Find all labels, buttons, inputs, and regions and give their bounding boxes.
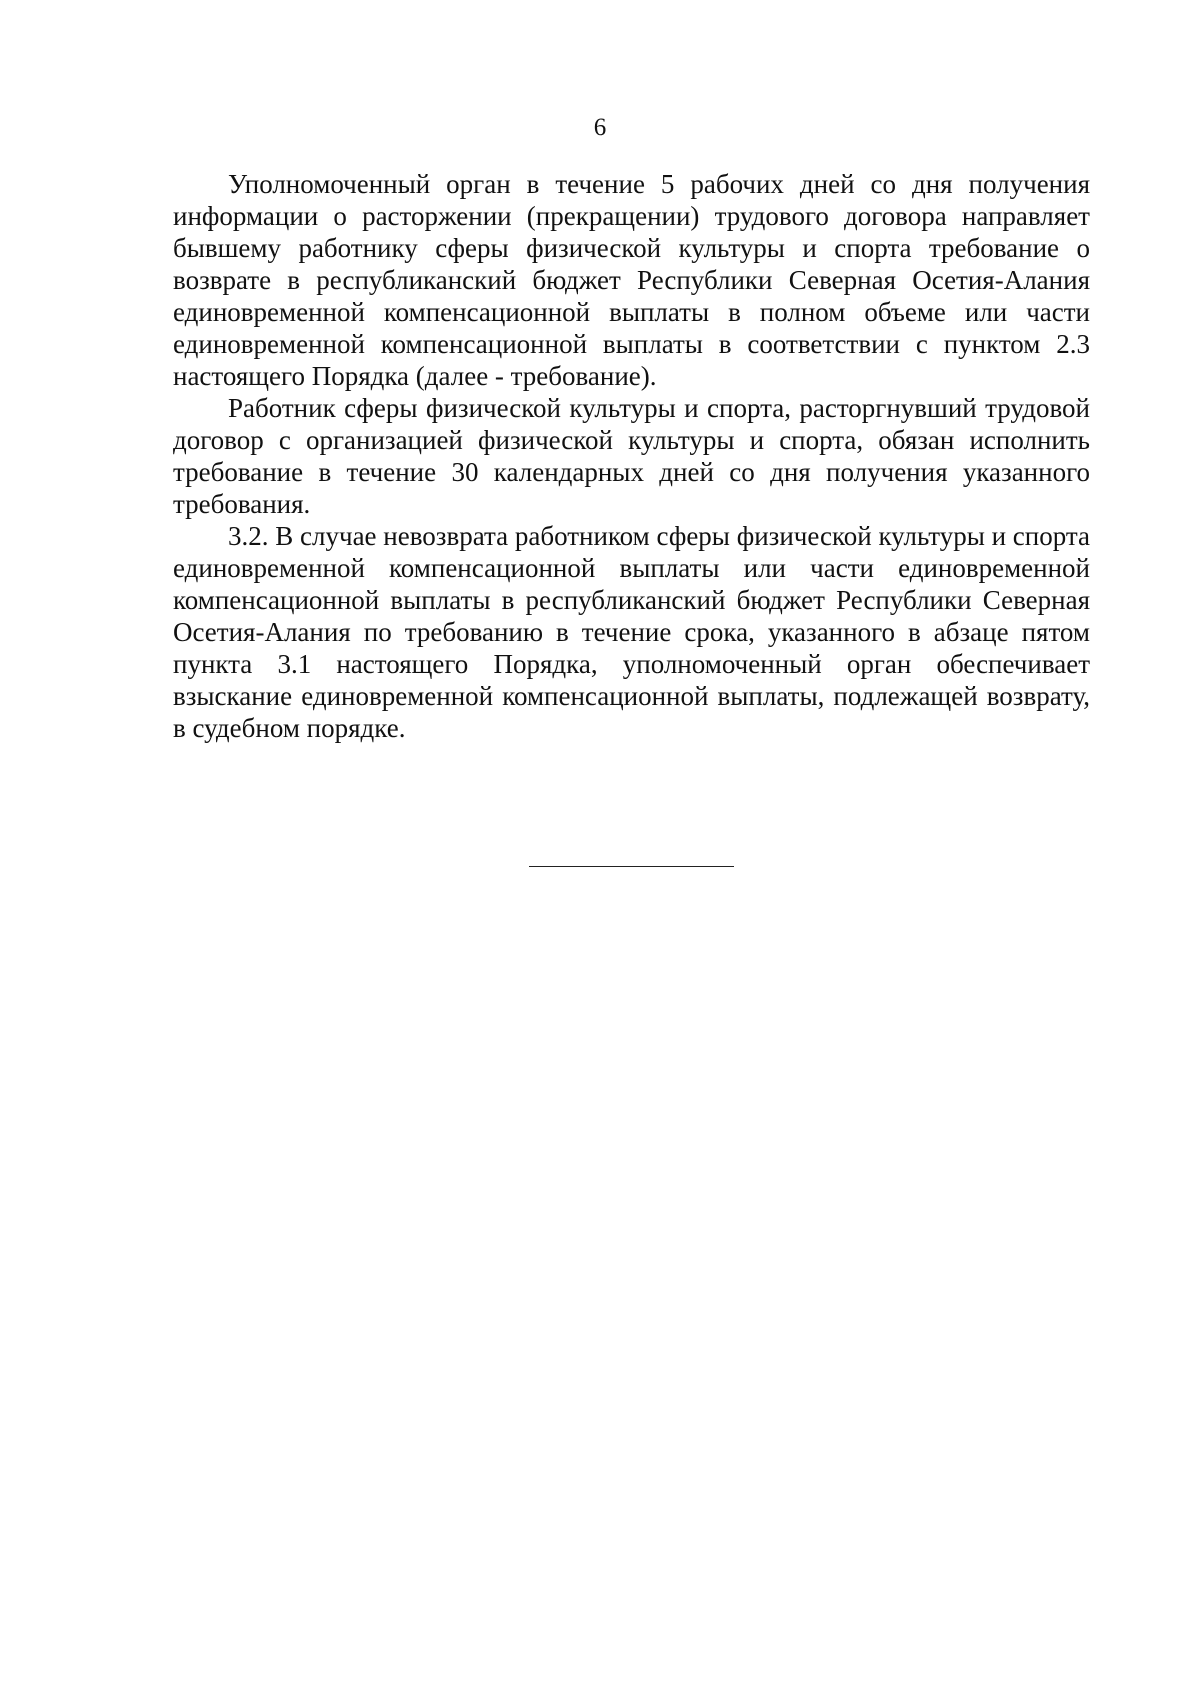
paragraph-refund-demand: Уполномоченный орган в течение 5 рабочих дней со дня получения информации о расторжении (прекращении) трудового договора направляет бывшему работнику сферы физической культуры и спорта требование о возврате в республиканский бюджет Республики Северная Осетия-Алания единовременной компенсационной выплаты в полном объеме или части единовременной компенсационной выплаты в соответствии с пунктом 2.3 настоящего Порядка (далее - требование). (173, 169, 1090, 391)
document-body (173, 168, 1090, 744)
end-divider-line (529, 866, 734, 867)
page-number: 6 (593, 114, 607, 141)
paragraph-clause-3-2: 3.2. В случае невозврата работником сферы физической культуры и спорта единовременной компенсационной выплаты или части единовременной компенсационной выплаты в республиканский бюджет Республики Северная Осетия-Алания по требованию в течение срока, указанного в абзаце пятом пункта 3.1 настоящего Порядка, уполномоченный орган обеспечивает взыскание единовременной компенсационной выплаты, подлежащей возврату, в судебном порядке. (173, 521, 1090, 743)
paragraph-employee-obligation: Работник сферы физической культуры и спорта, расторгнувший трудовой договор с организацией физической культуры и спорта, обязан исполнить требование в течение 30 календарных дней со дня получения указанного требования. (173, 393, 1090, 519)
